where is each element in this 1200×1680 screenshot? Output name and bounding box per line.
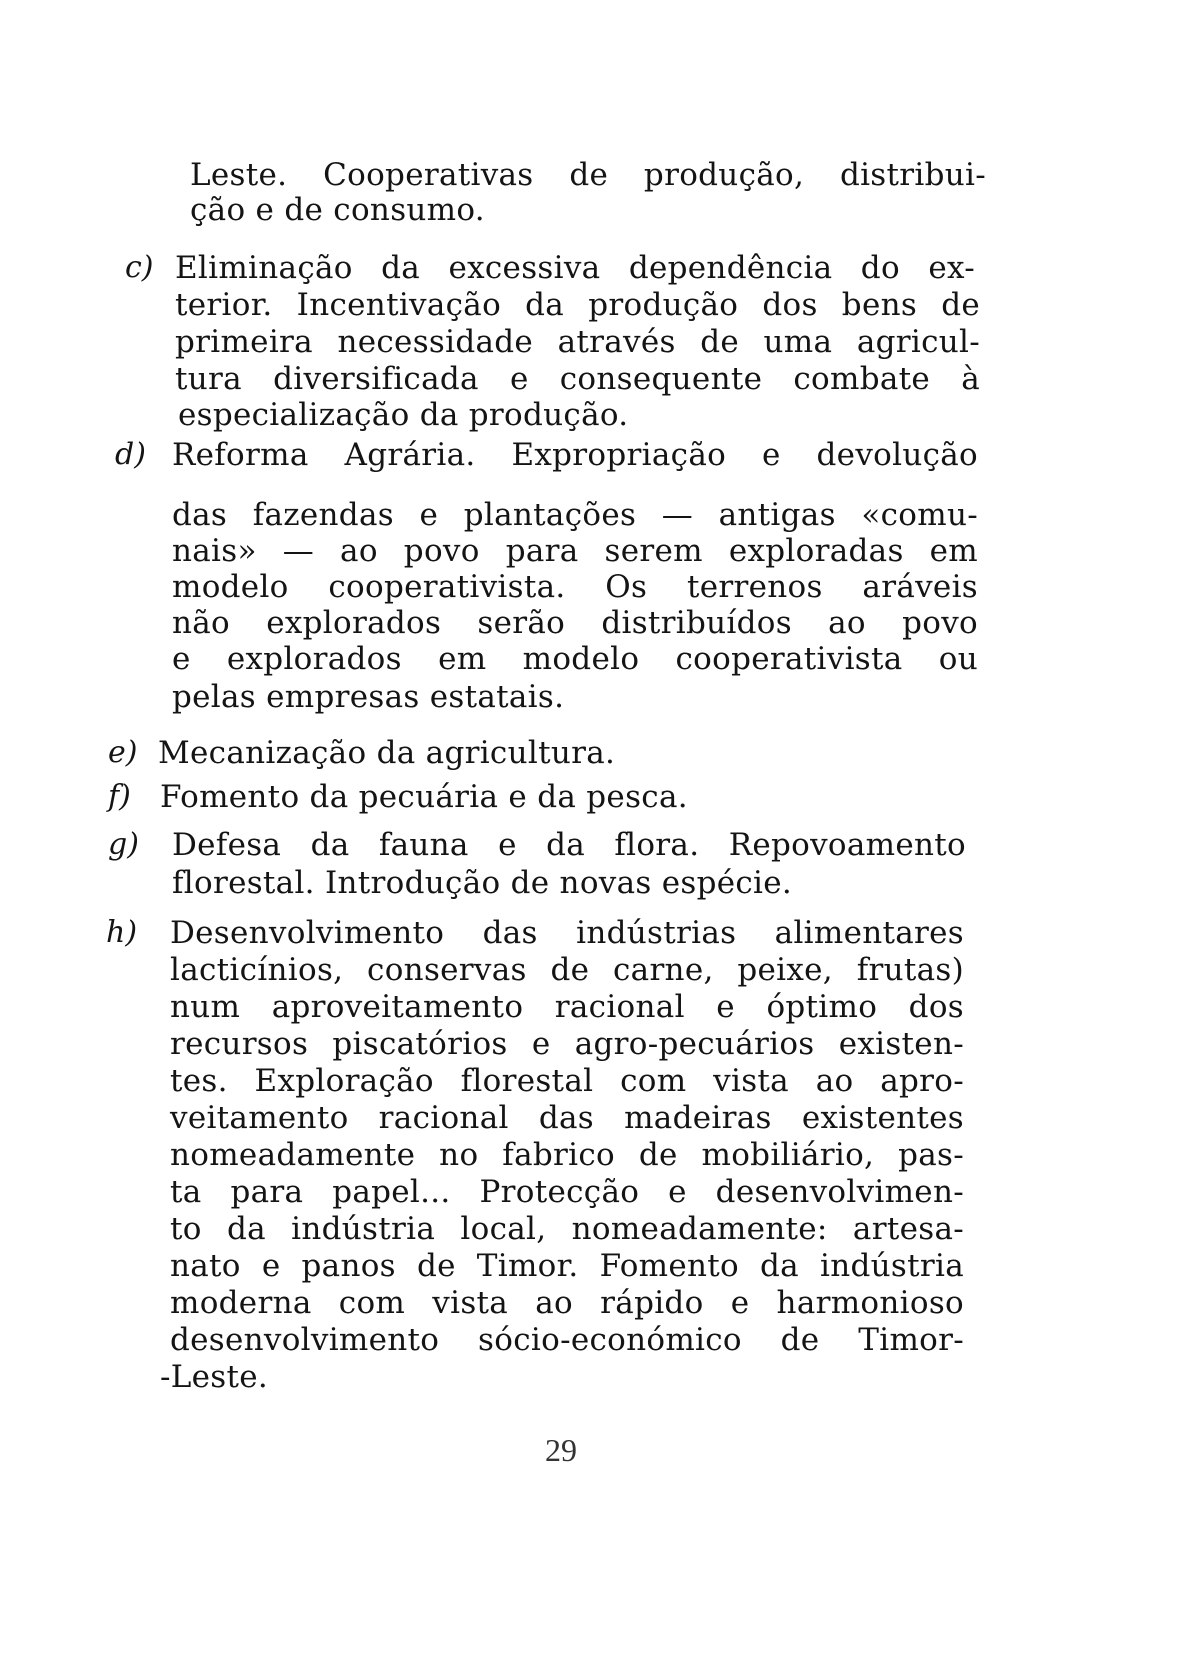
text-line: não explorados serão distribuídos ao povo: [172, 605, 978, 641]
text-line: Eliminação da excessiva dependência do ex-: [175, 250, 975, 286]
item-marker: f): [108, 779, 131, 814]
text-line: Mecanização da agricultura.: [158, 735, 616, 771]
text-line: lacticínios, conservas de carne, peixe, frutas): [170, 952, 964, 988]
text-line: to da indústria local, nomeadamente: artesa-: [170, 1211, 964, 1247]
text-line: terior. Incentivação da produção dos bens de: [175, 287, 980, 323]
text-line: e explorados em modelo cooperativista ou: [172, 641, 978, 677]
item-marker: d): [115, 437, 146, 472]
text-line: ta para papel... Protecção e desenvolvimen-: [170, 1174, 964, 1210]
text-line: modelo cooperativista. Os terrenos aráveis: [172, 569, 978, 605]
text-line: Fomento da pecuária e da pesca.: [160, 779, 688, 815]
text-line: Reforma Agrária. Expropriação e devolução: [172, 437, 978, 473]
text-line: tes. Exploração florestal com vista ao apro-: [170, 1063, 964, 1099]
text-line: Leste. Cooperativas de produção, distribui-: [190, 157, 986, 193]
text-line: nomeadamente no fabrico de mobiliário, pas-: [170, 1137, 964, 1173]
text-line: florestal. Introdução de novas espécie.: [172, 865, 793, 901]
text-line: recursos piscatórios e agro-pecuários existen-: [170, 1026, 964, 1062]
item-marker: e): [108, 735, 138, 770]
text-line: num aproveitamento racional e óptimo dos: [170, 989, 964, 1025]
text-line: pelas empresas estatais.: [172, 679, 565, 715]
text-line: tura diversificada e consequente combate à: [175, 361, 980, 397]
page-number: 29: [545, 1432, 577, 1468]
item-marker: g): [108, 827, 139, 862]
text-line: das fazendas e plantações — antigas «comu-: [172, 497, 978, 533]
text-line: nais» — ao povo para serem exploradas em: [172, 533, 978, 569]
item-marker: h): [106, 915, 138, 950]
text-line: Defesa da fauna e da flora. Repovoamento: [172, 827, 966, 863]
text-line: primeira necessidade através de uma agricul-: [175, 324, 980, 360]
text-line: ção e de consumo.: [190, 192, 485, 228]
text-line: nato e panos de Timor. Fomento da indústria: [170, 1248, 964, 1284]
text-line: -Leste.: [160, 1359, 269, 1395]
text-line: veitamento racional das madeiras existentes: [170, 1100, 964, 1136]
text-line: especialização da produção.: [178, 397, 629, 433]
item-marker: c): [125, 250, 154, 285]
text-line: moderna com vista ao rápido e harmonioso: [170, 1285, 964, 1321]
text-line: Desenvolvimento das indústrias alimentares: [170, 915, 964, 951]
text-line: desenvolvimento sócio-económico de Timor-: [170, 1322, 964, 1358]
